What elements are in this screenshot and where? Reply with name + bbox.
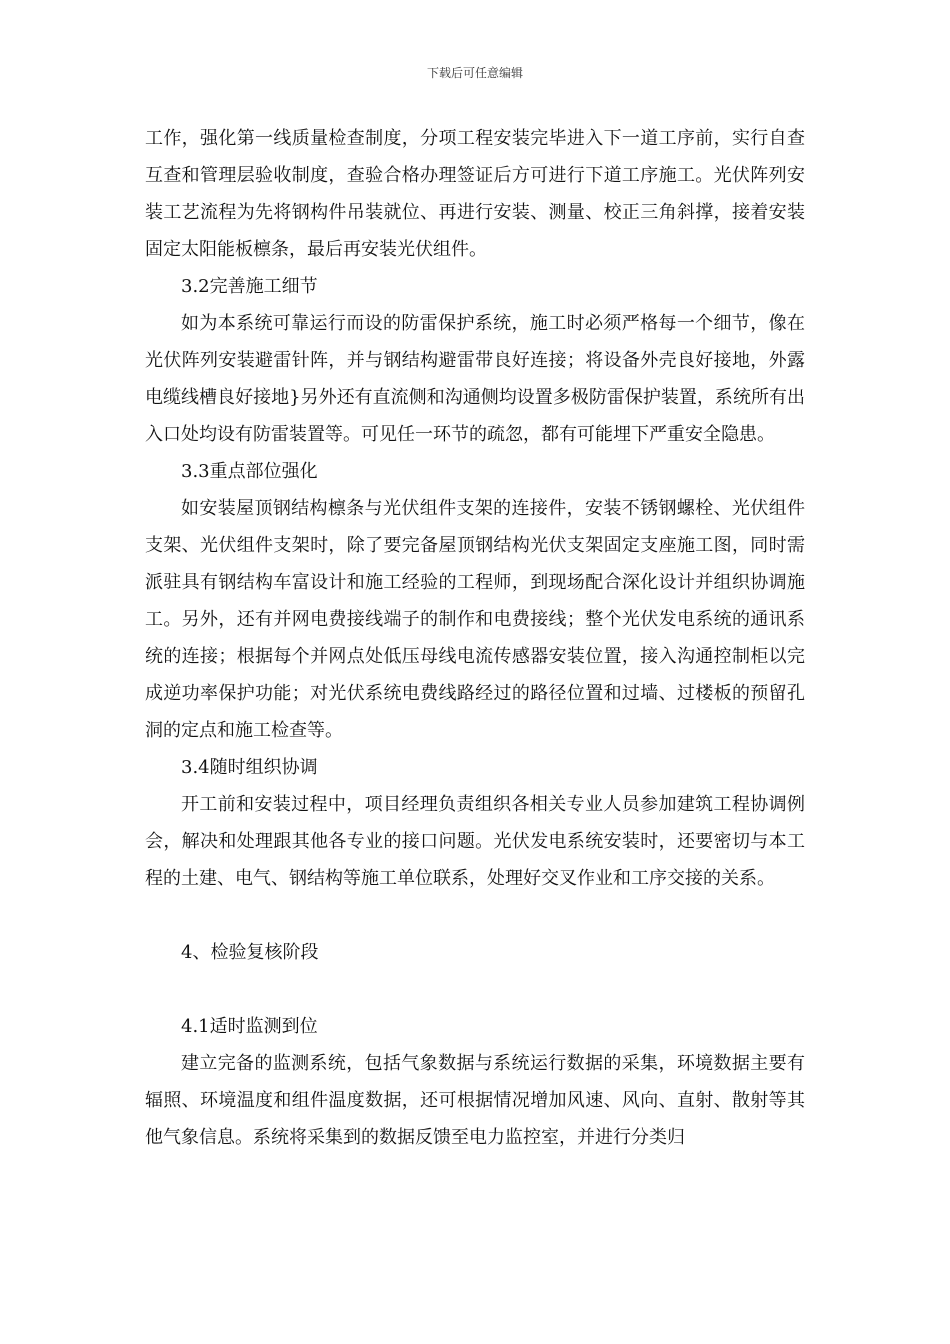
page-header: 下载后可任意编辑 <box>426 66 523 80</box>
paragraph-quality-control: 工作，强化第一线质量检查制度，分项工程安装完毕进入下一道工序前，实行自查互查和管理层验收制度，查验合格办理签证后方可进行下道工序施工。光伏阵列安装工艺流程为先将钢构件吊装就位、再进行安装、测量、校正三角斜撑，接着安装固定太阳能板檩条，最后再安装光伏组件。 <box>145 128 805 260</box>
heading-4-1: 4.1适时监测到位 <box>181 1016 318 1037</box>
heading-3-2: 3.2完善施工细节 <box>181 276 318 297</box>
document-body <box>145 120 805 1156</box>
paragraph-lightning-protection: 如为本系统可靠运行而设的防雷保护系统，施工时必须严格每一个细节，像在光伏阵列安装避雷针阵，并与钢结构避雷带良好连接；将设备外壳良好接地，外露电缆线槽良好接地}另外还有直流侧和沟通侧均设置多极防雷保护装置，系统所有出入口处均设有防雷装置等。可见任一环节的疏忽，都有可能埋下严重安全隐患。 <box>145 313 805 445</box>
heading-3-3: 3.3重点部位强化 <box>181 461 318 482</box>
paragraph-key-parts: 如安装屋顶钢结构檩条与光伏组件支架的连接件，安装不锈钢螺栓、光伏组件支架、光伏组件支架时，除了要完备屋顶钢结构光伏支架固定支座施工图，同时需派驻具有钢结构车富设计和施工经验的工程师，到现场配合深化设计并组织协调施工。另外，还有并网电费接线端子的制作和电费接线；整个光伏发电系统的通讯系统的连接；根据每个并网点处低压母线电流传感器安装位置，接入沟通控制柜以完成逆功率保护功能；对光伏系统电费线路经过的路径位置和过墙、过楼板的预留孔洞的定点和施工检查等。 <box>145 498 805 741</box>
heading-3-4: 3.4随时组织协调 <box>181 757 318 778</box>
paragraph-monitoring: 建立完备的监测系统，包括气象数据与系统运行数据的采集，环境数据主要有辐照、环境温度和组件温度数据，还可根据情况增加风速、风向、直射、散射等其他气象信息。系统将采集到的数据反馈至电力监控室，并进行分类归 <box>145 1053 805 1148</box>
section-heading-4: 4、检验复核阶段 <box>181 942 319 963</box>
paragraph-coordination: 开工前和安装过程中，项目经理负责组织各相关专业人员参加建筑工程协调例会，解决和处理跟其他各专业的接口问题。光伏发电系统安装时，还要密切与本工程的土建、电气、钢结构等施工单位联系，处理好交叉作业和工序交接的关系。 <box>145 794 805 889</box>
